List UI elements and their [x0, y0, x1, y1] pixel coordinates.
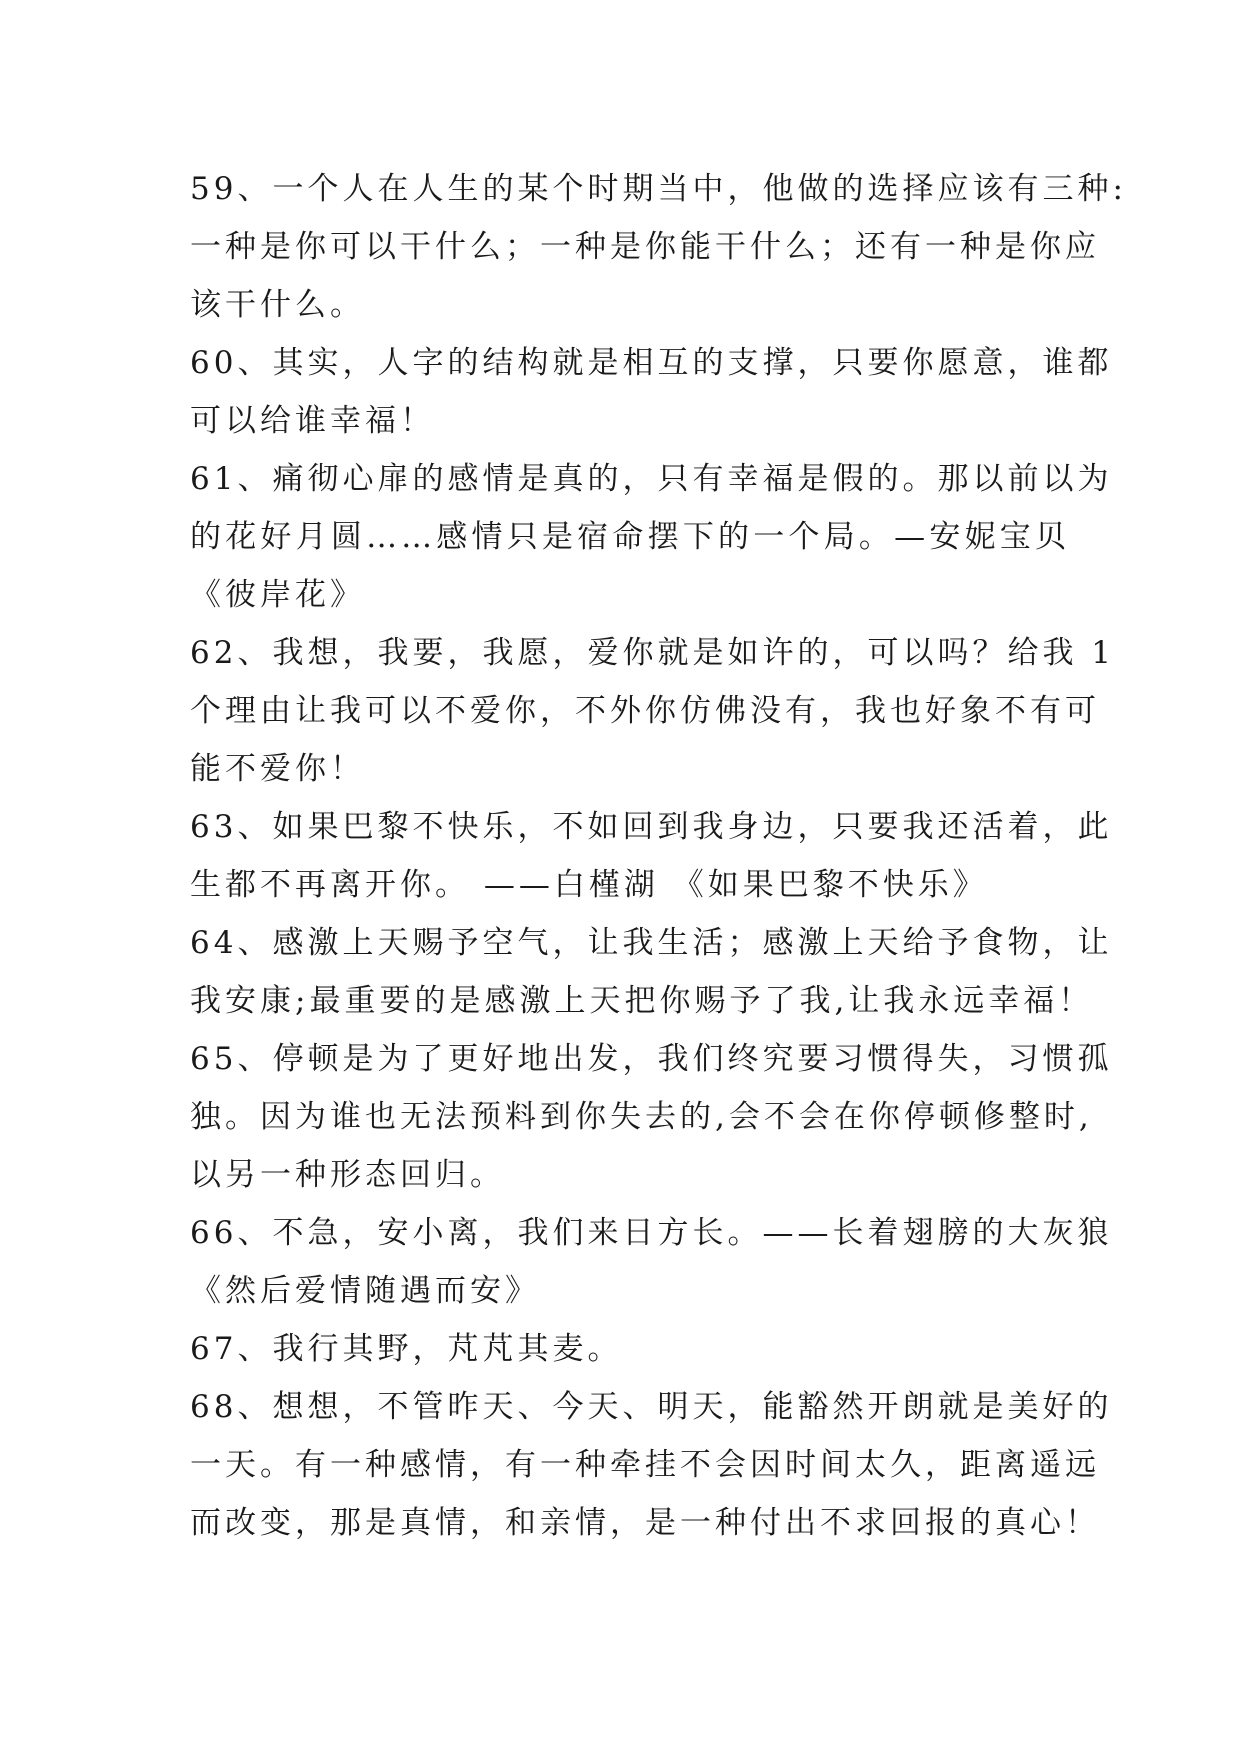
paragraph-line: 《然后爱情随遇而安》: [190, 1273, 540, 1309]
paragraph-line: 个理由让我可以不爱你，不外你仿佛没有，我也好象不有可: [190, 693, 1100, 729]
paragraph-line: 该干什么。: [190, 287, 365, 323]
paragraph-line: 一天。有一种感情，有一种牵挂不会因时间太久，距离遥远: [190, 1447, 1100, 1483]
paragraph-64: [190, 914, 1113, 1030]
paragraph-line: 68、想想，不管昨天、今天、明天，能豁然开朗就是美好的: [190, 1389, 1113, 1425]
paragraph-68: [190, 1378, 1113, 1552]
paragraph-63: [190, 798, 1113, 914]
paragraph-line: 的花好月圆……感情只是宿命摆下的一个局。—安妮宝贝: [190, 519, 1070, 555]
paragraph-line: 我安康;最重要的是感激上天把你赐予了我,让我永远幸福！: [190, 983, 1094, 1019]
paragraph-line: 独。因为谁也无法预料到你失去的,会不会在你停顿修整时,: [190, 1099, 1093, 1135]
paragraph-59: [190, 160, 1127, 334]
paragraph-line: 能不爱你！: [190, 751, 365, 787]
paragraph-67: [190, 1320, 1070, 1378]
paragraph-61: [190, 450, 1113, 624]
paragraph-66: [190, 1204, 1113, 1320]
paragraph-62: [190, 624, 1116, 798]
paragraph-line: 而改变，那是真情，和亲情，是一种付出不求回报的真心！: [190, 1505, 1100, 1541]
paragraph-line: 《彼岸花》: [190, 577, 365, 613]
paragraph-line: 64、感激上天赐予空气，让我生活；感激上天给予食物，让: [190, 925, 1113, 961]
paragraph-line: 66、不急，安小离，我们来日方长。——长着翅膀的大灰狼: [190, 1215, 1113, 1251]
paragraph-65: [190, 1030, 1113, 1204]
document-body: [190, 160, 1127, 1552]
paragraph-line: 61、痛彻心扉的感情是真的，只有幸福是假的。那以前以为: [190, 461, 1113, 497]
paragraph-line: 生都不再离开你。 ——白槿湖 《如果巴黎不快乐》: [190, 867, 988, 903]
paragraph-line: 以另一种形态回归。: [190, 1157, 505, 1193]
paragraph-line: 一种是你可以干什么；一种是你能干什么；还有一种是你应: [190, 229, 1100, 265]
paragraph-line: 60、其实，人字的结构就是相互的支撑，只要你愿意，谁都: [190, 345, 1113, 381]
paragraph-60: [190, 334, 1113, 450]
paragraph-line: 63、如果巴黎不快乐，不如回到我身边，只要我还活着，此: [190, 809, 1113, 845]
paragraph-line: 59、一个人在人生的某个时期当中，他做的选择应该有三种:: [190, 171, 1127, 207]
paragraph-line: 可以给谁幸福！: [190, 403, 435, 439]
paragraph-line: 62、我想，我要，我愿，爱你就是如许的，可以吗？给我 1: [190, 635, 1116, 671]
paragraph-line: 65、停顿是为了更好地出发，我们终究要习惯得失，习惯孤: [190, 1041, 1113, 1077]
paragraph-line: 67、我行其野，芃芃其麦。: [190, 1331, 623, 1367]
